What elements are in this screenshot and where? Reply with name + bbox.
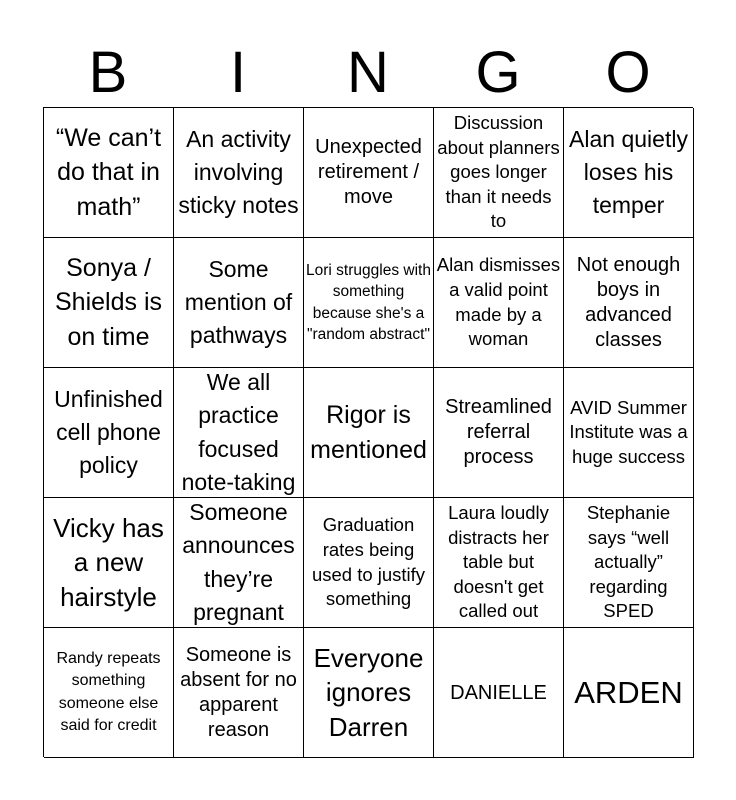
cell-text: Randy repeats something someone else said for credit [56,649,161,734]
bingo-cell[interactable] [44,628,174,758]
bingo-cell[interactable] [304,498,434,628]
cell-text: Unfinished cell phone policy [54,385,163,479]
cell-text: Stephanie says “well actually” regarding SPED [586,502,671,622]
header-letter-o: O [605,40,651,105]
bingo-cell[interactable] [44,498,174,628]
cell-text: ARDEN [574,674,683,710]
bingo-cell[interactable] [174,368,304,498]
cell-text: Graduation rates being used to justify something [311,514,426,610]
bingo-cell[interactable] [174,108,304,238]
bingo-cell[interactable] [44,108,174,238]
cell-text: Some mention of pathways [184,255,293,349]
cell-text: Alan dismisses a valid point made by a woman [436,254,561,350]
bingo-cell[interactable] [434,498,564,628]
cell-text: Everyone ignores Darren [313,642,424,742]
bingo-cell[interactable] [564,498,694,628]
cell-text: Rigor is mentioned [310,401,427,464]
cell-text: Someone announces they’re pregnant [182,499,295,625]
bingo-cell[interactable] [304,108,434,238]
bingo-cell[interactable] [434,108,564,238]
bingo-cell[interactable] [304,368,434,498]
bingo-cell[interactable] [304,628,434,758]
bingo-cell[interactable] [304,238,434,368]
cell-text: Vicky has a new hairstyle [53,512,164,612]
bingo-cell[interactable] [174,498,304,628]
header-letter-i: I [229,40,247,105]
cell-text: Streamlined referral process [445,396,552,468]
bingo-cell[interactable] [564,238,694,368]
bingo-cell[interactable] [564,628,694,758]
cell-text: We all practice focused note-taking [181,369,296,495]
bingo-cell[interactable] [174,628,304,758]
bingo-card-grid [43,107,693,757]
cell-text: Unexpected retirement / move [315,136,422,208]
cell-text: Alan quietly loses his temper [569,125,688,219]
bingo-cell[interactable] [434,628,564,758]
cell-text: Someone is absent for no apparent reason [180,643,297,741]
bingo-cell[interactable] [44,238,174,368]
cell-text: Sonya / Shields is on time [55,253,162,351]
bingo-cell[interactable] [174,238,304,368]
cell-text: “We can’t do that in math” [55,123,162,221]
bingo-cell[interactable] [434,238,564,368]
header-letter-g: G [475,40,521,105]
bingo-cell[interactable] [564,108,694,238]
cell-text: Laura loudly distracts her table but doesn't get called out [448,502,549,622]
cell-text: Lori struggles with something because she's a "random abstract" [306,262,431,343]
bingo-cell[interactable] [564,368,694,498]
cell-text: An activity involving sticky notes [178,125,299,219]
cell-text: DANIELLE [450,681,547,704]
cell-text: Not enough boys in advanced classes [576,253,681,351]
bingo-header [43,40,693,106]
bingo-cell[interactable] [434,368,564,498]
header-letter-b: B [88,40,128,105]
cell-text: Discussion about planners goes longer than it needs to [437,112,560,232]
bingo-cell[interactable] [44,368,174,498]
header-letter-n: N [347,40,389,105]
cell-text: AVID Summer Institute was a huge success [569,396,688,467]
